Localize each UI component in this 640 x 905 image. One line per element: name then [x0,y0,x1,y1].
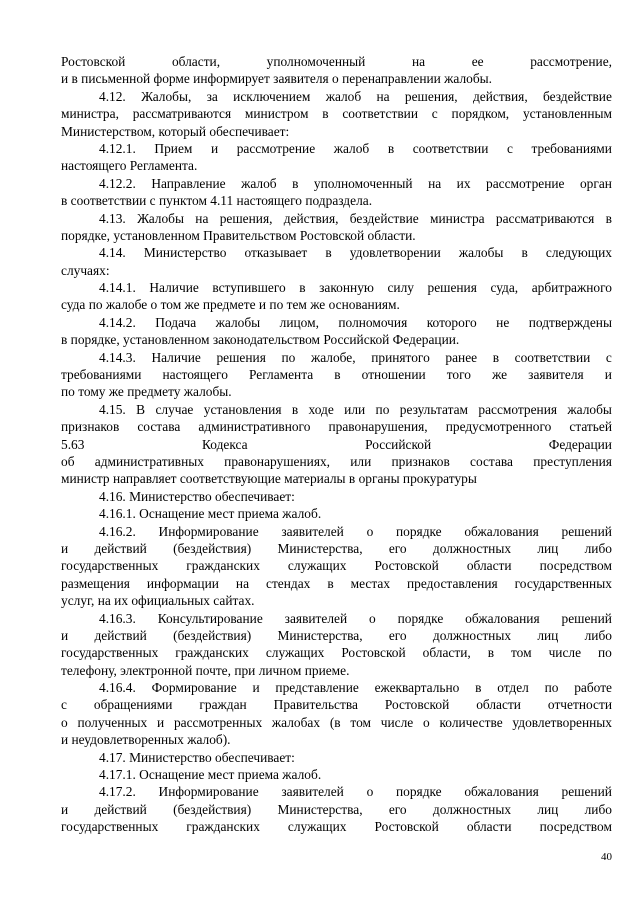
word: требованиями [531,140,612,156]
word: ежеквартально [374,680,460,696]
word: жалобы [215,314,261,330]
word: рассматриваются [495,210,595,226]
word: Подача [155,314,197,330]
word: и [210,140,219,156]
word: решения [427,280,477,296]
text-line [61,679,612,696]
word: в [325,245,332,261]
word: граждан [199,697,247,713]
word: заявителей [281,784,344,800]
text-line [61,244,612,261]
word: государственных [61,558,159,574]
word: должностных [432,540,512,556]
word: в [387,140,395,156]
word: Направление [151,175,226,191]
word: уполномоченный [313,175,413,191]
word: Наличие [149,280,199,296]
word: действия, [283,210,339,226]
word: либо [584,540,612,556]
word: их [456,175,471,191]
word: признаков [61,419,120,435]
word: области [466,819,512,835]
word: Ростовской [341,645,406,661]
word: по [544,680,559,696]
word: рассмотрение [236,140,316,156]
word: его [388,540,407,556]
text-line [61,418,612,435]
word: рассмотрение, [530,54,612,69]
word: 4.13. [99,210,126,226]
word: ходе [308,401,334,417]
text-line [61,818,612,835]
word: либо [584,627,612,643]
word: с [605,349,612,365]
word: действия, [472,88,528,104]
text-line: 4.16.1. Оснащение мест приема жалоб. [99,506,322,522]
word: полученных [77,714,148,730]
word: рассматриваются [132,106,232,122]
word: с [506,140,513,156]
word: 4.14.1. [99,280,136,296]
word: заявителя [528,367,584,383]
word: жалоб [241,175,277,191]
text-line [61,436,612,453]
word: Консультирование [157,610,263,626]
word: обжалования [464,784,539,800]
word: порядком, [451,106,510,122]
word: в [292,175,299,191]
word: о [366,784,374,800]
word: Министерства, [277,540,363,556]
word: следующих [545,245,612,261]
word: министром [244,106,309,122]
word: государственных [61,645,159,661]
text-line [61,53,612,70]
word: (бездействия) [173,801,252,817]
word: силу [387,280,414,296]
word: с [61,697,67,713]
word: уполномоченный [266,54,366,69]
word: о [369,610,376,626]
word: и [157,714,165,730]
word: области [466,558,512,574]
word: жалобы [458,245,504,261]
word: предусмотренного [445,419,552,435]
text-line [61,453,612,470]
word: Прием [154,140,193,156]
word: служащих [287,558,347,574]
word: соответствии [342,106,419,122]
page-number: 40 [601,851,612,863]
word: Российской [365,436,432,452]
text-line [61,105,612,122]
word: (бездействия) [173,627,252,643]
word: на [235,575,250,591]
text-line [61,714,612,731]
text-line: услуг, на их официальных сайтах. [61,593,255,609]
word: Ростовской [374,558,439,574]
word: по [281,349,296,365]
word: суда, [490,280,519,296]
word: 4.16.3. [99,610,136,626]
word: в [322,106,329,122]
word: его [388,627,407,643]
text-line: порядке, установленном Правительством Ростовской области. [61,227,416,243]
word: решений [561,610,612,626]
word: области, [171,54,221,69]
word: не [496,314,510,330]
word: отношении [361,367,426,383]
word: Кодекса [202,436,248,452]
word: министра, [61,106,119,122]
word: числе [548,645,582,661]
word: полномочия [338,314,408,330]
word: Информирование [158,523,259,539]
word: принятого [371,349,430,365]
word: отчетности [547,697,612,713]
word: вступившего [212,280,286,296]
word: и [61,540,69,556]
text-line [61,575,612,592]
text-line [61,801,612,818]
word: заявителей [281,523,344,539]
word: 4.15. [99,401,126,417]
word: на [376,88,390,104]
word: рассмотрение [486,175,565,191]
word: том [350,714,371,730]
word: случае [155,401,194,417]
word: обжалования [464,523,539,539]
word: Жалобы, [141,88,192,104]
word: порядке [395,523,442,539]
word: 5.63 [61,436,85,452]
word: за [206,88,218,104]
word: Министерства, [277,801,363,817]
word: числе [380,714,414,730]
word: работе [574,680,612,696]
word: Министерство [143,245,227,261]
word: Регламента [248,367,314,383]
text-line [61,366,612,383]
word: действий [94,627,147,643]
word: в [327,575,334,591]
word: Жалобы [137,210,184,226]
word: размещения [61,575,130,591]
word: преступления [533,453,612,469]
word: подтверждены [528,314,612,330]
word: арбитражного [531,280,612,296]
word: статьей [569,419,612,435]
word: удовлетворенных [512,714,612,730]
word: области [476,697,521,713]
word: 4.16.2. [99,523,136,539]
word: Ростовской [374,819,439,835]
word: признаков [391,453,450,469]
word: правонарушениях, [224,453,331,469]
word: 4.12.2. [99,175,136,191]
word: или [350,453,372,469]
word: в [291,401,299,417]
word: лицом, [279,314,319,330]
word: Ростовской [384,697,450,713]
word: его [388,801,407,817]
word: информации [146,575,219,591]
word: на [195,210,209,226]
word: исключением [233,88,311,104]
word: порядке [397,610,444,626]
text-line [61,349,612,366]
word: том [511,645,532,661]
text-line: и неудовлетворенных жалоб). [61,732,231,748]
text-line: суда по жалобе о том же предмете и по тем же основаниям. [61,297,400,313]
word: действий [94,540,147,556]
text-line [61,540,612,557]
word: (бездействия) [173,540,252,556]
word: 4.12.1. [99,140,136,156]
word: лиц [537,627,559,643]
word: орган [579,175,612,191]
word: в [492,349,500,365]
word: гражданских [186,558,260,574]
word: по [375,401,390,417]
word: в [475,680,482,696]
word: которого [426,314,477,330]
word: 4.16.4. [99,680,136,696]
word: решения, [404,88,458,104]
word: предоставления [407,575,498,591]
document-body [61,53,612,836]
word: и [61,801,69,817]
word: жалобе, [310,349,356,365]
text-line: в порядке, установленном законодательством Российской Федерации. [61,332,460,348]
word: 4.12. [99,88,126,104]
word: в [299,280,306,296]
word: правонарушения, [328,419,428,435]
text-line: в соответствии с пунктом 4.11 настоящего подраздела. [61,193,373,209]
word: либо [584,801,612,817]
text-line [61,644,612,661]
word: обращениями [93,697,173,713]
word: административных [94,453,204,469]
word: решений [561,784,612,800]
word: 4.14. [99,245,126,261]
word: В [136,401,146,417]
word: заявителей [284,610,348,626]
word: действий [94,801,147,817]
word: должностных [432,801,512,817]
word: жалоб [333,140,370,156]
word: представление [275,680,359,696]
word: гражданских [186,819,260,835]
word: в [605,210,612,226]
word: и [252,680,260,696]
text-line: случаях: [61,262,110,278]
word: в [334,367,341,383]
word: решения [216,349,266,365]
word: по [598,645,612,661]
text-line: настоящего Регламента. [61,158,198,174]
text-line [61,140,612,157]
word: решения, [219,210,273,226]
word: министра [430,210,485,226]
word: рассмотрения [478,401,558,417]
word: административного [198,419,311,435]
word: настоящего [162,367,228,383]
word: лиц [537,540,559,556]
word: Федерации [548,436,612,452]
word: отказывает [244,245,308,261]
word: Наличие [151,349,201,365]
word: 4.14.3. [99,349,136,365]
word: посредством [539,558,612,574]
word: на [428,175,442,191]
word: стендах [266,575,311,591]
word: служащих [265,645,325,661]
word: того [446,367,471,383]
word: и [604,367,612,383]
word: 4.17.2. [99,784,136,800]
word: порядке [395,784,442,800]
text-line [61,401,612,418]
word: количестве [439,714,503,730]
text-line [61,783,612,800]
text-line [61,210,612,227]
text-line [61,627,612,644]
text-line [61,175,612,192]
text-line [61,523,612,540]
word: бездействие [542,88,612,104]
word: государственных [514,575,612,591]
word: гражданских [175,645,249,661]
text-line [61,557,612,574]
word: государственных [61,819,159,835]
word: в [521,245,528,261]
word: жалоб [325,88,362,104]
word: законную [319,280,374,296]
word: соответствии [412,140,489,156]
word: Ростовской [61,54,126,69]
word: же [492,367,508,383]
word: обжалования [465,610,540,626]
text-line: по тому же предмету жалобы. [61,384,232,400]
word: и [61,627,69,643]
word: Формирование [151,680,237,696]
word: посредством [539,819,612,835]
word: установления [203,401,282,417]
word: об [61,453,75,469]
word: требованиями [61,367,142,383]
word: о [366,523,374,539]
word: отдел [497,680,529,696]
word: служащих [287,819,347,835]
text-line: телефону, электронной почте, при личном приеме. [61,662,350,678]
text-line: и в письменной форме информирует заявителя о перенаправлении жалобы. [61,71,493,87]
word: ее [471,54,484,69]
text-line [61,610,612,627]
word: в [487,645,495,661]
text-line [61,696,612,713]
text-line [61,279,612,296]
word: о [423,714,430,730]
word: состава [470,453,513,469]
word: (в [329,714,341,730]
word: должностных [432,627,512,643]
word: Информирование [158,784,259,800]
text-line: Министерством, который обеспечивает: [61,123,290,139]
text-line [61,88,612,105]
word: решений [561,523,612,539]
word: Министерства, [277,627,363,643]
text-line: 4.16. Министерство обеспечивает: [99,488,295,504]
text-line [61,314,612,331]
word: о [61,714,68,730]
word: местах [350,575,391,591]
word: результатам [399,401,469,417]
word: состава [137,419,181,435]
word: Правительства [273,697,358,713]
word: области, [422,645,471,661]
word: на [411,54,426,69]
text-line: 4.17.1. Оснащение мест приема жалоб. [99,767,322,783]
text-line: 4.17. Министерство обеспечивает: [99,749,295,765]
word: с [431,106,438,122]
word: лиц [537,801,559,817]
word: ранее [445,349,478,365]
word: соответствии [514,349,591,365]
word: жалобы [567,401,612,417]
word: рассмотренных [173,714,263,730]
word: 4.14.2. [99,314,136,330]
word: или [344,401,366,417]
word: удовлетворении [349,245,441,261]
text-line: министр направляет соответствующие материалы в органы прокуратуры [61,471,477,487]
word: жалобах [271,714,321,730]
word: бездействие [349,210,419,226]
word: установленным [522,106,612,122]
